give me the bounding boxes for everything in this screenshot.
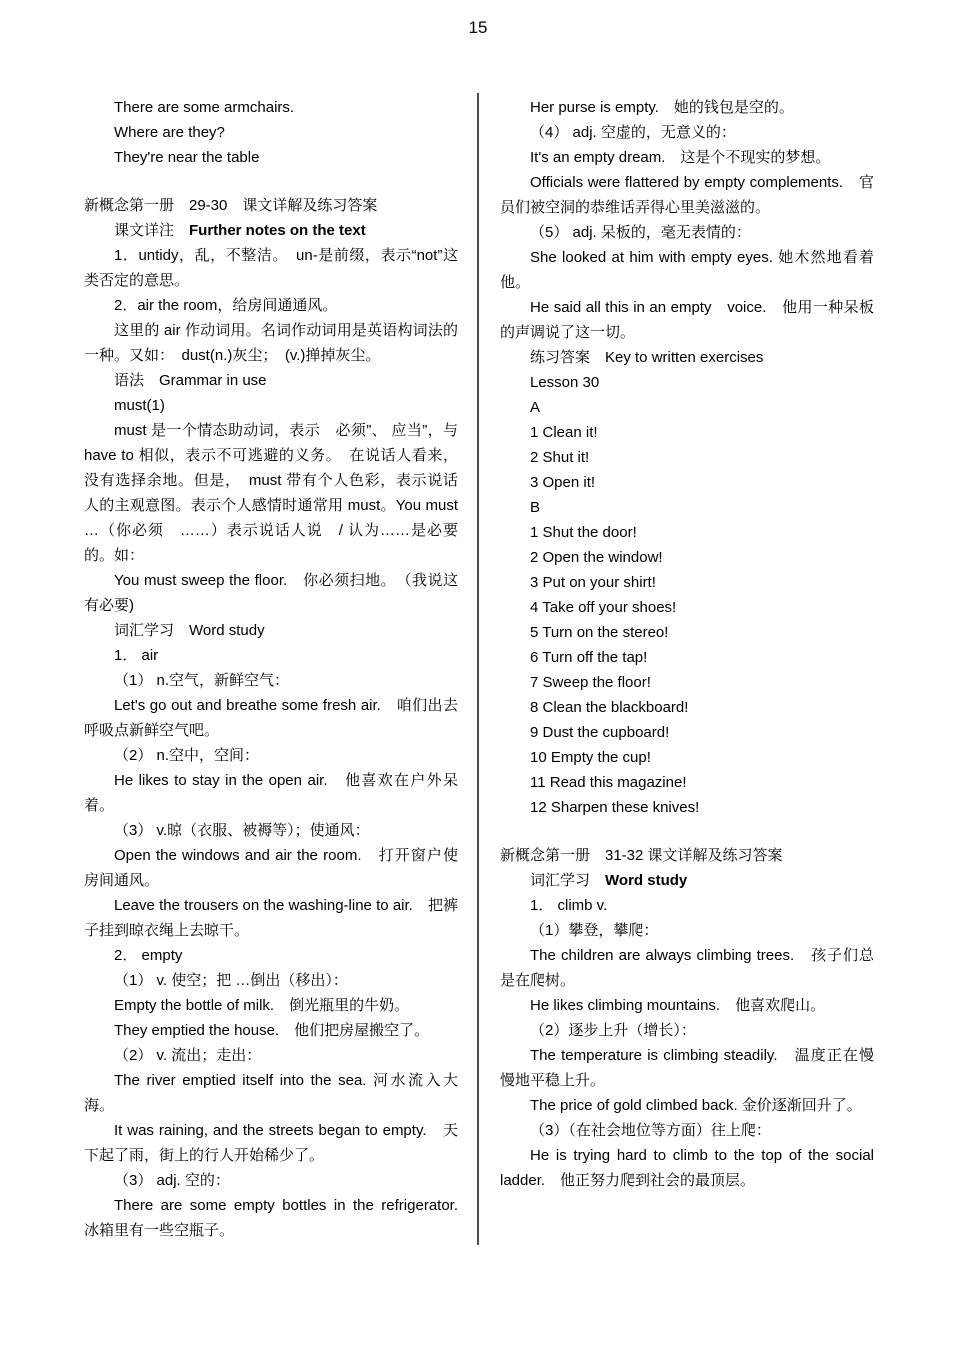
text-run: They're near the table (114, 149, 260, 166)
text-run: The temperature is climbing steadily. 温度正在慢慢地平稳上升。 (500, 1047, 874, 1089)
section-title (500, 843, 874, 868)
paragraph (84, 1118, 458, 1168)
paragraph (500, 170, 874, 220)
paragraph (500, 545, 874, 570)
text-run: She looked at him with empty eyes. 她木然地看着他。 (500, 249, 874, 291)
text-run: The river emptied itself into the sea. 河水流入大海。 (84, 1072, 458, 1114)
text-run: 5 Turn on the stereo! (530, 624, 669, 641)
text-run: （4） adj. 空虚的，无意义的： (530, 124, 736, 141)
text-run: （1） n.空气，新鲜空气： (114, 672, 290, 689)
text-run: There are some armchairs. (114, 99, 295, 116)
text-run: must(1) (114, 397, 165, 414)
paragraph (84, 818, 458, 843)
paragraph (500, 1043, 874, 1093)
text-run: 2． empty (114, 947, 183, 964)
text-run: A (530, 399, 541, 416)
paragraph (84, 243, 458, 293)
paragraph (84, 1168, 458, 1193)
right-column (500, 95, 874, 1243)
paragraph (500, 893, 874, 918)
paragraph (500, 470, 874, 495)
text-run: 10 Empty the cup! (530, 749, 651, 766)
paragraph (84, 95, 458, 120)
paragraph (84, 693, 458, 743)
paragraph (84, 968, 458, 993)
paragraph (84, 568, 458, 618)
text-run: The children are always climbing trees. 孩子们总是在爬树。 (500, 947, 874, 989)
paragraph (500, 645, 874, 670)
text-run: 9 Dust the cupboard! (530, 724, 670, 741)
paragraph (500, 570, 874, 595)
paragraph (84, 218, 458, 243)
text-run: B (530, 499, 541, 516)
paragraph (500, 345, 874, 370)
text-run: （2） v. 流出；走出： (114, 1047, 262, 1064)
paragraph (84, 393, 458, 418)
text-run: Officials were flattered by empty complements. 官员们被空洞的恭维话弄得心里美滋滋的。 (500, 174, 874, 216)
paragraph (500, 943, 874, 993)
paragraph (500, 370, 874, 395)
text-run: 1． air (114, 647, 159, 664)
paragraph (500, 1118, 874, 1143)
paragraph (84, 893, 458, 943)
text-run: （1） v. 使空；把 …倒出（移出）： (114, 972, 348, 989)
bold-heading-text: Further notes on the text (189, 222, 366, 239)
paragraph (84, 743, 458, 768)
paragraph (500, 745, 874, 770)
text-run: 4 Take off your shoes! (530, 599, 677, 616)
text-run: There are some empty bottles in the refrigerator. 冰箱里有一些空瓶子。 (84, 1197, 474, 1239)
text-run: He likes climbing mountains. 他喜欢爬山。 (530, 997, 826, 1014)
text-run: 练习答案 Key to written exercises (530, 349, 764, 366)
text-run: Lesson 30 (530, 374, 600, 391)
paragraph (84, 618, 458, 643)
paragraph (500, 670, 874, 695)
page-number: 15 (468, 18, 488, 37)
paragraph (84, 843, 458, 893)
section-title (84, 193, 458, 218)
text-run: You must sweep the floor. 你必须扫地。 （我说这有必要) (84, 572, 458, 614)
text-run: （3）（在社会地位等方面）往上爬： (530, 1122, 771, 1139)
text-run: They emptied the house. 他们把房屋搬空了。 (114, 1022, 430, 1039)
text-run: 7 Sweep the floor! (530, 674, 651, 691)
paragraph (84, 768, 458, 818)
text-run: 1．untidy，乱，不整洁。 un-是前缀，表示“not”这类否定的意思。 (84, 247, 458, 289)
text-run: 新概念第一册 29-30 课文详解及练习答案 (84, 197, 378, 214)
text-run: 课文详注 (114, 222, 190, 239)
paragraph (500, 1018, 874, 1043)
text-run: 6 Turn off the tap! (530, 649, 648, 666)
paragraph (500, 420, 874, 445)
text-run: 新概念第一册 31-32 课文详解及练习答案 (500, 847, 783, 864)
text-run: 2 Shut it! (530, 449, 590, 466)
paragraph (84, 1043, 458, 1068)
text-run: He said all this in an empty voice. 他用一种呆板的声调说了这一切。 (500, 299, 874, 341)
paragraph (500, 720, 874, 745)
text-run: 12 Sharpen these knives! (530, 799, 700, 816)
text-run: （2）逐步上升（增长）： (530, 1022, 696, 1039)
paragraph (84, 1193, 474, 1243)
paragraph (500, 145, 874, 170)
text-run: must 是一个情态助动词，表示 必须”、 应当”，与 have to 相似，表示不可逃避的义务。 在说话人看来，没有选择余地。但是， must 带有个人色彩，表示说话人的主观意图。表示个人感情时通常用 must。You must …（你必须 ……）表示说话人说 / 认为……是必要的。如： (84, 422, 458, 564)
paragraph (500, 395, 874, 420)
text-run: 3 Open it! (530, 474, 596, 491)
paragraph (500, 868, 874, 893)
paragraph (500, 620, 874, 645)
paragraph (84, 418, 458, 568)
left-column (84, 95, 474, 1243)
text-run: Empty the bottle of milk. 倒光瓶里的牛奶。 (114, 997, 410, 1014)
bold-heading-text: Word study (605, 872, 688, 889)
paragraph (84, 668, 458, 693)
text-run: 语法 Grammar in use (114, 372, 267, 389)
paragraph (500, 993, 874, 1018)
text-run: He likes to stay in the open air. 他喜欢在户外呆着。 (84, 772, 458, 814)
paragraph (500, 595, 874, 620)
paragraph (500, 695, 874, 720)
text-run: 1 Shut the door! (530, 524, 637, 541)
page-content (84, 95, 874, 1243)
text-run: （3） adj. 空的： (114, 1172, 230, 1189)
paragraph (84, 1018, 458, 1043)
text-run: The price of gold climbed back. 金价逐渐回升了。 (530, 1097, 862, 1114)
text-run: Her purse is empty. 她的钱包是空的。 (530, 99, 794, 116)
text-run: Where are they? (114, 124, 225, 141)
paragraph (84, 1068, 458, 1118)
paragraph (500, 220, 874, 245)
text-run: 3 Put on your shirt! (530, 574, 656, 591)
paragraph (500, 245, 874, 295)
paragraph (500, 770, 874, 795)
text-run: （1）攀登，攀爬： (530, 922, 659, 939)
text-run: 2．air the room，给房间通通风。 (114, 297, 338, 314)
paragraph (500, 1093, 874, 1118)
paragraph (500, 295, 874, 345)
paragraph (84, 293, 458, 318)
paragraph (500, 445, 874, 470)
text-run: 11 Read this magazine! (530, 774, 687, 791)
paragraph (84, 145, 458, 170)
paragraph (84, 643, 458, 668)
text-run: 词汇学习 (530, 872, 606, 889)
text-run: It's an empty dream. 这是个不现实的梦想。 (530, 149, 831, 166)
text-run: 这里的 air 作动词用。名词作动词用是英语构词法的一种。又如： dust(n.)灰尘； (v.)掸掉灰尘。 (84, 322, 458, 364)
paragraph (84, 943, 458, 968)
text-run: Leave the trousers on the washing-line to air. 把裤子挂到晾衣绳上去晾干。 (84, 897, 458, 939)
paragraph (500, 918, 874, 943)
text-run: （3） v.晾（衣服、被褥等）；使通风： (114, 822, 370, 839)
paragraph (84, 993, 458, 1018)
text-run: 1． climb v. (530, 897, 608, 914)
text-run: 2 Open the window! (530, 549, 663, 566)
paragraph (500, 520, 874, 545)
text-run: It was raining, and the streets began to empty. 天下起了雨，街上的行人开始稀少了。 (84, 1122, 458, 1164)
text-run: （5） adj. 呆板的，毫无表情的： (530, 224, 751, 241)
paragraph (84, 368, 458, 393)
paragraph (500, 495, 874, 520)
paragraph (84, 120, 458, 145)
text-run: 词汇学习 Word study (114, 622, 265, 639)
text-run: Let's go out and breathe some fresh air. 咱们出去呼吸点新鲜空气吧。 (84, 697, 458, 739)
paragraph (500, 795, 874, 820)
text-run: （2） n.空中，空间： (114, 747, 260, 764)
paragraph (500, 95, 874, 120)
paragraph (500, 1143, 874, 1193)
text-run: He is trying hard to climb to the top of the social ladder. 他正努力爬到社会的最顶层。 (500, 1147, 874, 1189)
text-run: Open the windows and air the room. 打开窗户使房间通风。 (84, 847, 458, 889)
paragraph (500, 120, 874, 145)
text-run: 1 Clean it! (530, 424, 598, 441)
text-run: 8 Clean the blackboard! (530, 699, 689, 716)
paragraph (84, 318, 458, 368)
